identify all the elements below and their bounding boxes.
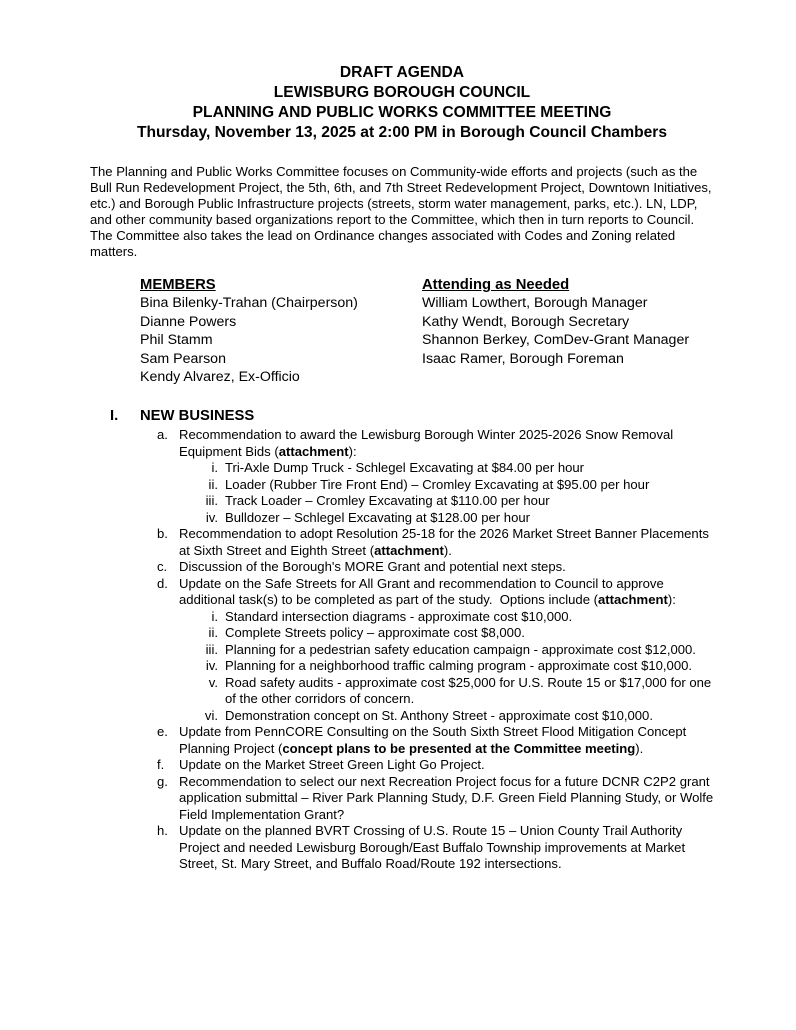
person-name: William Lowthert, Borough Manager [422,295,648,312]
members-heading: MEMBERS [140,277,216,293]
person-name: Kathy Wendt, Borough Secretary [422,313,630,330]
agenda-item [90,823,714,873]
agenda-item-label: g. [157,773,168,789]
roster-section [90,276,714,386]
agenda-subitem-label: i. [211,608,218,624]
agenda-item [90,427,714,460]
agenda-item-label: d. [157,575,168,591]
agenda-subitem-label: ii. [208,625,218,641]
agenda-subitem-text: Complete Streets policy – approximate cost $8,000. [225,625,525,641]
agenda-subitem [90,625,714,642]
person-name: Sam Pearson [140,350,226,367]
agenda-item-text: Recommendation to adopt Resolution 25-18 for the 2026 Market Street Banner Placements at Sixth Street and Eighth Street (attachment). [179,526,713,558]
agenda-subitem [90,477,714,494]
agenda-item [90,724,714,757]
agenda-subitem [90,675,714,708]
agenda-item-text: Discussion of the Borough's MORE Grant and potential next steps. [179,559,566,575]
members-list [140,294,422,386]
doc-title-line: DRAFT AGENDA [339,64,465,81]
agenda-items [90,427,717,873]
agenda-subitem-text: Demonstration concept on St. Anthony Street - approximate cost $10,000. [225,707,653,723]
agenda-item-label: f. [157,757,165,773]
agenda-item [90,757,714,774]
agenda-subitem-label: vi. [204,707,218,723]
agenda-subitem-label: iii. [205,641,218,657]
document-header [90,63,714,143]
agenda-section-title: NEW BUSINESS [140,408,255,425]
person-name: Dianne Powers [140,313,237,330]
agenda-item-label: c. [157,559,168,575]
agenda-subitem-text: Bulldozer – Schlegel Excavating at $128.00 per hour [225,509,530,525]
agenda-subitem-label: iii. [205,493,218,509]
person-name: Kendy Alvarez, Ex-Officio [140,369,300,386]
agenda-item-label: a. [157,427,168,443]
attending-column [422,276,714,386]
agenda-subitem [90,493,714,510]
agenda-subitem-text: Track Loader – Cromley Excavating at $110.00 per hour [225,493,550,509]
agenda-subitem-label: iv. [205,509,218,525]
person-name: Phil Stamm [140,332,213,349]
agenda-section [90,407,717,873]
agenda-subitem [90,510,714,527]
person-name: Bina Bilenky-Trahan (Chairperson) [140,295,358,312]
agenda-item-text: Update on the Safe Streets for All Grant and recommendation to Council to approve additional task(s) to be completed as part of the study. Options include (attachment): [179,575,676,608]
agenda-item-label: b. [157,526,168,542]
agenda-item [90,773,717,824]
agenda-subitem-label: v. [208,674,218,690]
doc-title-line: LEWISBURG BOROUGH COUNCIL [273,84,531,101]
agenda-item [90,526,714,559]
doc-title-line: Thursday, November 13, 2025 at 2:00 PM in Borough Council Chambers [136,124,668,141]
agenda-subitem-text: Tri-Axle Dump Truck - Schlegel Excavating at $84.00 per hour [225,460,585,476]
agenda-subitem [90,708,714,725]
agenda-item-text: Update from PennCORE Consulting on the South Sixth Street Flood Mitigation Concept Planning Project (concept plans to be presented at the Committee meeting). [179,724,690,756]
agenda-subitem-text: Road safety audits - approximate cost $25,000 for U.S. Route 15 or $17,000 for one of the other corridors of concern. [225,674,715,707]
agenda-subitem-label: i. [211,460,218,476]
agenda-subitem [90,609,714,626]
agenda-item-text: Update on the Market Street Green Light Go Project. [179,757,485,773]
person-name: Isaac Ramer, Borough Foreman [422,350,624,367]
attending-heading: Attending as Needed [422,277,570,293]
agenda-item [90,576,714,609]
agenda-subitem-text: Planning for a pedestrian safety education campaign - approximate cost $12,000. [225,641,696,657]
doc-title-line: PLANNING AND PUBLIC WORKS COMMITTEE MEETING [192,104,612,121]
agenda-subitem-label: iv. [205,658,218,674]
agenda-item-text: Recommendation to award the Lewisburg Borough Winter 2025-2026 Snow Removal Equipment Bids (attachment): [179,427,677,459]
attending-list [422,294,714,368]
agenda-section-number: I. [110,408,119,425]
intro-paragraph: The Planning and Public Works Committee focuses on Community-wide efforts and projects (such as the Bull Run Redevelopment Project, the 5th, 6th, and 7th Street Redevelopment Project, Downtown Initiatives, etc.) and Borough Public Infrastructure projects (streets, storm water management, parks, etc.). LN, LDP, and other community based organizations report to the Committee, which then in turn reports to Council. The Committee also takes the lead on Ordinance changes associated with Codes and Zoning related matters. [90,164,716,259]
agenda-subitem [90,642,714,659]
agenda-item [90,559,714,576]
agenda-item-label: h. [157,823,168,839]
agenda-item-text: Update on the planned BVRT Crossing of U.S. Route 15 – Union County Trail Authority Project and needed Lewisburg Borough/East Buffalo Township improvements at Market Street, St. Mary Street, and Buffalo Road/Route 192 intersections. [179,823,689,872]
agenda-item-text: Recommendation to select our next Recreation Project focus for a future DCNR C2P2 grant application submittal – River Park Planning Study, D.F. Green Field Planning Study, or Wolfe Field Implementation Grant? [179,773,717,822]
agenda-subitem [90,460,714,477]
agenda-subitem-label: ii. [208,476,218,492]
agenda-subitem [90,658,714,675]
members-column [140,276,422,386]
agenda-subitem-text: Loader (Rubber Tire Front End) – Cromley Excavating at $95.00 per hour [225,476,650,492]
agenda-heading-row [90,407,714,425]
agenda-item-label: e. [157,724,168,740]
agenda-subitem-text: Planning for a neighborhood traffic calming program - approximate cost $10,000. [225,658,693,674]
agenda-subitem-text: Standard intersection diagrams - approximate cost $10,000. [225,608,573,624]
person-name: Shannon Berkey, ComDev-Grant Manager [422,332,690,349]
